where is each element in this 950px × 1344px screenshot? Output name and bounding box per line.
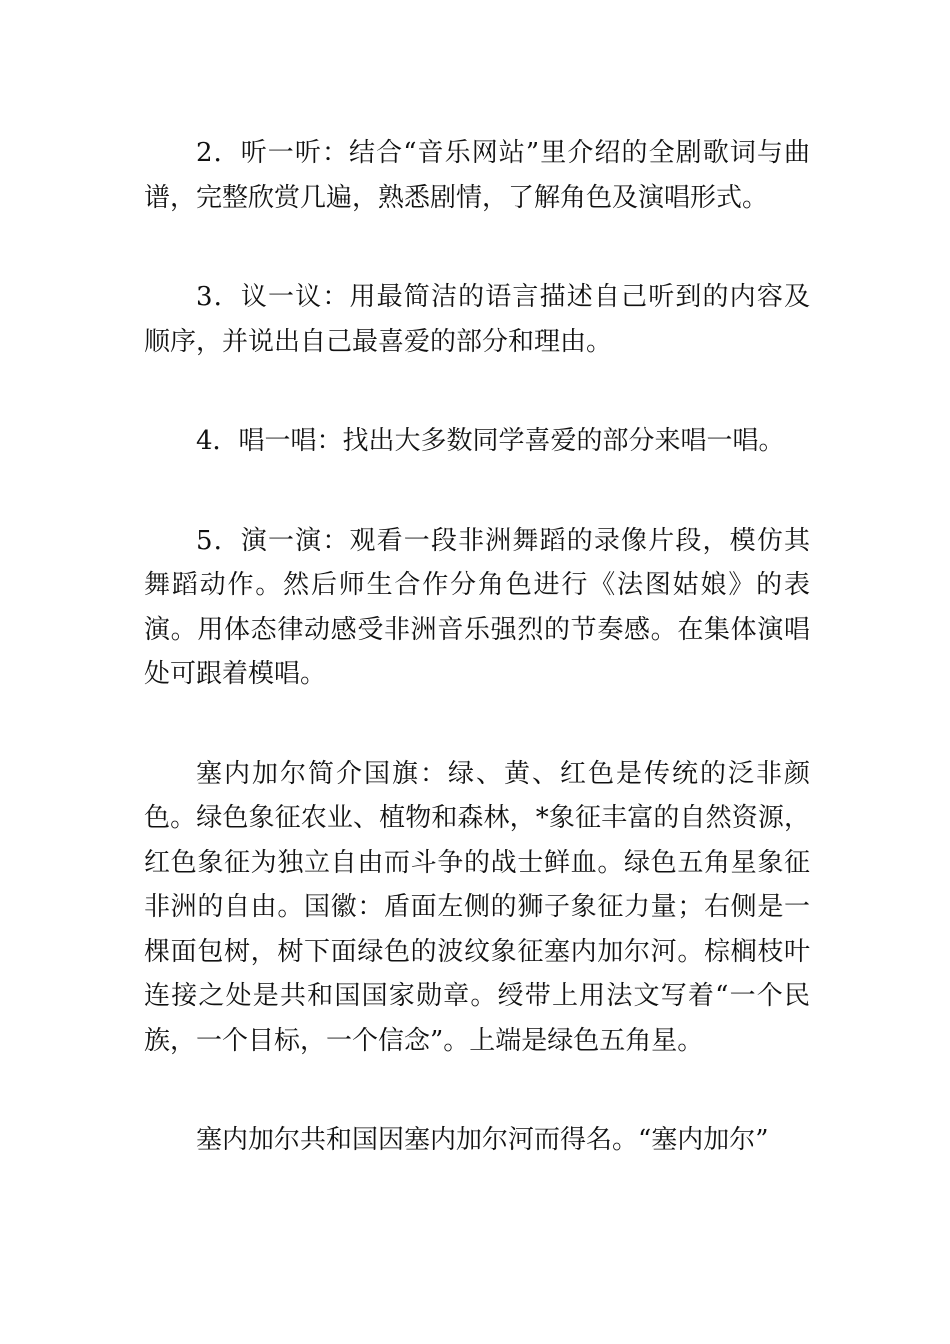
paragraph-sing: 4．唱一唱：找出大多数同学喜爱的部分来唱一唱。 — [196, 426, 785, 456]
document-body — [144, 131, 810, 1163]
paragraph-perform: 5．演一演：观看一段非洲舞蹈的录像片段，模仿其舞蹈动作。然后师生合作分角色进行《法图姑娘》的表演。用体态律动感受非洲音乐强烈的节奏感。在集体演唱处可跟着模唱。 — [144, 525, 810, 689]
paragraph-senegal-name: 塞内加尔共和国因塞内加尔河而得名。“塞内加尔” — [196, 1125, 769, 1155]
paragraph-spacer — [144, 464, 810, 519]
paragraph-discuss: 3．议一议：用最简洁的语言描述自己听到的内容及顺序，并说出自己最喜爱的部分和理由。 — [144, 282, 810, 357]
paragraph-senegal-intro: 塞内加尔简介国旗：绿、黄、红色是传统的泛非颜色。绿色象征农业、植物和森林，*象征丰富的自然资源，红色象征为独立自由而斗争的战士鲜血。绿色五角星象征非洲的自由。国徽：盾面左侧的狮子象征力量；右侧是一棵面包树，树下面绿色的波纹象征塞内加尔河。棕榈枝叶连接之处是共和国国家勋章。绶带上用法文写着“一个民族，一个目标，一个信念”。上端是绿色五角星。 — [144, 758, 810, 1056]
paragraph-spacer — [144, 1063, 810, 1118]
paragraph-spacer — [144, 364, 810, 419]
paragraph-listen: 2．听一听：结合“音乐网站”里介绍的全剧歌词与曲谱，完整欣赏几遍，熟悉剧情，了解角色及演唱形式。 — [144, 138, 810, 213]
paragraph-spacer — [144, 697, 810, 752]
paragraph-spacer — [144, 220, 810, 275]
